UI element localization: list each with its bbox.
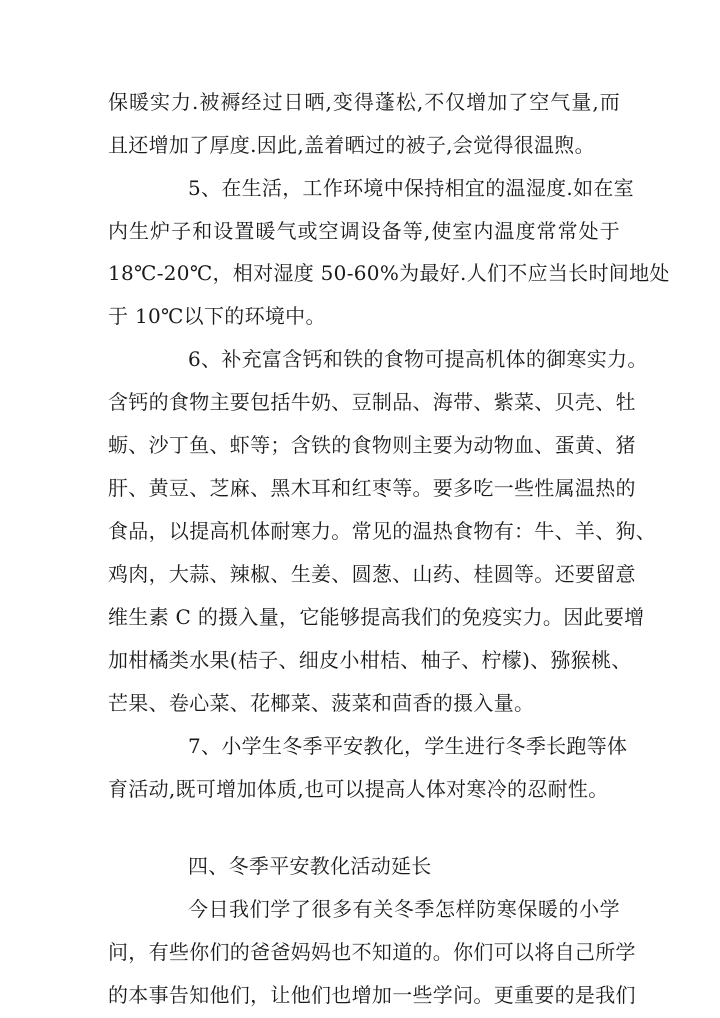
paragraph-line: 于 10℃以下的环境中。 (108, 304, 326, 328)
paragraph-line: 内生炉子和设置暖气或空调设备等,使室内温度常常处于 (108, 219, 620, 243)
paragraph-line: 保暖实力.被褥经过日晒,变得蓬松,不仅增加了空气量,而 (108, 90, 620, 114)
paragraph-line: 6、补充富含钙和铁的食物可提高机体的御寒实力。 (188, 347, 648, 371)
paragraph-line: 7、小学生冬季平安教化，学生进行冬季长跑等体 (188, 734, 628, 758)
paragraph-line: 维生素 C 的摄入量，它能够提高我们的免疫实力。因此要增 (108, 605, 645, 629)
paragraph-line: 的本事告知他们，让他们也增加一些学问。更重要的是我们 (108, 983, 636, 1007)
paragraph-line: 问，有些你们的爸爸妈妈也不知道的。你们可以将自己所学 (108, 940, 636, 964)
paragraph-line: 蛎、沙丁鱼、虾等；含铁的食物则主要为动物血、蛋黄、猪 (108, 433, 636, 457)
paragraph-line: 含钙的食物主要包括牛奶、豆制品、海带、紫菜、贝壳、牡 (108, 390, 636, 414)
section-heading: 四、冬季平安教化活动延长 (188, 854, 432, 878)
paragraph-line: 且还增加了厚度.因此,盖着晒过的被子,会觉得很温煦。 (108, 133, 595, 157)
paragraph-line: 今日我们学了很多有关冬季怎样防寒保暖的小学 (188, 897, 620, 921)
paragraph-line: 肝、黄豆、芝麻、黑木耳和红枣等。要多吃一些性属温热的 (108, 476, 636, 500)
paragraph-line: 加柑橘类水果(桔子、细皮小柑桔、柚子、柠檬)、猕猴桃、 (108, 648, 632, 672)
paragraph-line: 食品，以提高机体耐寒力。常见的温热食物有：牛、羊、狗、 (108, 519, 657, 543)
paragraph-line: 鸡肉，大蒜、辣椒、生姜、圆葱、山药、桂圆等。还要留意 (108, 562, 636, 586)
paragraph-line: 18℃-20℃，相对湿度 50-60%为最好.人们不应当长时间地处 (108, 261, 670, 285)
paragraph-line: 5、在生活，工作环境中保持相宜的温湿度.如在室 (188, 176, 634, 200)
paragraph-line: 育活动,既可增加体质,也可以提高人体对寒冷的忍耐性。 (108, 777, 609, 801)
paragraph-line: 芒果、卷心菜、花椰菜、菠菜和茴香的摄入量。 (108, 691, 535, 715)
